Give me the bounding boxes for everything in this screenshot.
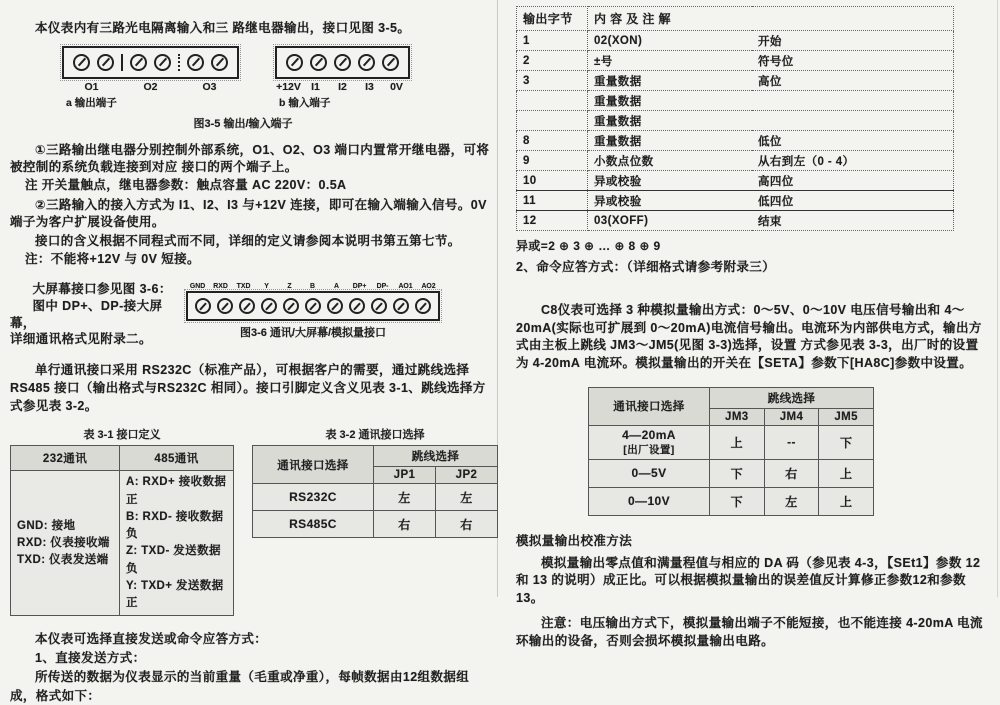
screw-slot xyxy=(362,58,370,67)
terminal-screw-icon xyxy=(261,298,277,314)
terminal-label: 0V xyxy=(390,80,403,93)
output-terminal-labels xyxy=(62,81,239,93)
list-line: RXD: 仪表接收端 xyxy=(17,536,110,549)
screw-slot xyxy=(314,58,322,67)
screw-slot xyxy=(290,58,298,67)
input-terminal-group xyxy=(275,46,410,110)
byte-table-cell: 高位 xyxy=(752,71,954,91)
terminal-screw-icon xyxy=(305,298,321,314)
send-item1: 1、直接发送方式： xyxy=(35,651,146,666)
figure-3-6 xyxy=(10,281,491,348)
byte-table-cell: 低位 xyxy=(752,131,954,151)
screw-slot xyxy=(215,58,223,67)
note-output: ①三路输出继电器分别控制外部系统，O1、O2、O3 端口内置常开继电器，可将被控制的系统负载连接到对应 接口的两个端子上。 xyxy=(10,142,490,174)
comm-terminal-group xyxy=(186,281,440,348)
byte-table-row xyxy=(517,71,954,91)
list-line: Y: TXD+ 发送数据正 xyxy=(126,579,224,610)
screw-slot xyxy=(265,302,273,310)
byte-table-cell xyxy=(752,111,954,131)
list-line: GND: 接地 xyxy=(17,519,76,532)
fig36-line1: 大屏幕接口参见图 3-6： xyxy=(32,282,172,296)
intro-paragraph: 本仪表内有三路光电隔离输入和三 路继电器输出，接口见图 3-5。 xyxy=(35,21,411,35)
jumper-setting-cell: -- xyxy=(764,425,819,459)
t33-row xyxy=(589,487,874,515)
t31-header-232: 232通讯 xyxy=(11,446,120,471)
t33-col-header: 通讯接口选择 xyxy=(589,387,710,425)
terminal-screw-icon xyxy=(283,298,299,314)
comm-terminal-labels xyxy=(186,281,440,290)
input-terminal-labels xyxy=(275,81,410,93)
screw-slot xyxy=(199,302,207,310)
screw-slot xyxy=(243,302,251,310)
screw-slot xyxy=(309,302,317,310)
byte-table-cell: 结束 xyxy=(752,211,954,231)
command-mode-line: 2、命令应答方式：（详细格式请参考附录三） xyxy=(516,260,776,275)
figure-3-6-text xyxy=(10,281,180,348)
jumper-setting-cell: 右 xyxy=(436,511,498,538)
io-notes xyxy=(10,142,491,268)
send-mode-section xyxy=(10,630,491,705)
terminal-label: A xyxy=(333,281,339,290)
screw-slot xyxy=(77,58,85,67)
byte-table-cell: 从右到左（0 - 4） xyxy=(752,151,954,171)
byte-table-cell: 重量数据 xyxy=(588,111,753,131)
screw-slot xyxy=(419,302,427,310)
analog-output-paragraph: C8仪表可选择 3 种模拟量输出方式：0～5V、0～10V 电压信号输出和 4～20mA(实际也可扩展到 0～20mA)电流信号输出。电流环为内部供电方式，输出方式由主板上跳线 JM3～JM5(见图 3-3)选择，设置 方式参见表 3-3，出厂时的设置为 4-20mA 电流环。模拟量输出的开关在【SETA】参数下[HA8C]参数中设置。 xyxy=(516,302,982,371)
byte-table-cell: 重量数据 xyxy=(588,91,753,111)
screw-slot xyxy=(397,302,405,310)
terminal-label: DP+ xyxy=(352,281,367,290)
byte-table-row xyxy=(517,151,954,171)
byte-table-cell: 3 xyxy=(517,71,588,91)
fig36-line3: 详细通讯格式见附录二。 xyxy=(10,332,152,347)
t32-sub-jp1: JP1 xyxy=(374,467,436,484)
screw-slot xyxy=(101,58,109,67)
t32-group-header: 跳线选择 xyxy=(374,446,498,467)
terminal-label: Y xyxy=(264,281,270,290)
terminal-screw-icon xyxy=(371,298,387,314)
terminal-screw-icon xyxy=(358,54,375,71)
t31-485-cell xyxy=(120,471,234,616)
screw-slot xyxy=(158,58,166,67)
output-terminal-sublabel: a 输出端子 xyxy=(66,96,117,109)
comm-terminal-block xyxy=(186,291,440,321)
terminal-screw-icon xyxy=(239,298,255,314)
t33-group-header: 跳线选择 xyxy=(710,387,874,408)
byte-table-cell: ±号 xyxy=(588,51,753,71)
left-column xyxy=(0,0,497,705)
terminal-label: Z xyxy=(287,281,293,290)
t32-row xyxy=(253,511,498,538)
terminal-label: I2 xyxy=(338,80,347,93)
screw-slot xyxy=(338,58,346,67)
byte-table-cell: 异或校验 xyxy=(588,191,753,211)
terminal-separator xyxy=(178,54,180,71)
xor-formula: 异或=2 ⊕ 3 ⊕ … ⊕ 8 ⊕ 9 xyxy=(516,239,661,253)
jumper-setting-cell: 上 xyxy=(819,487,874,515)
terminal-label: B xyxy=(310,281,316,290)
terminal-label: O3 xyxy=(202,80,217,93)
terminal-label: AO2 xyxy=(421,281,436,290)
byte-table-cell xyxy=(752,91,954,111)
list-line: A: RXD+ 接收数据正 xyxy=(126,476,227,506)
byte-table-row xyxy=(517,131,954,151)
list-line: Z: TXD- 发送数据负 xyxy=(126,545,221,575)
note-input: ②三路输入的接入方式为 I1、I2、I3 与+12V 连接，即可在输入端输入信号。0V 端子为客户扩展设备使用。 xyxy=(10,198,487,229)
byte-table-cell: 小数点位数 xyxy=(588,151,753,171)
send-body: 所传送的数据为仪表显示的当前重量（毛重或净重），每帧数据由12组数据组成，格式如下： xyxy=(10,669,470,703)
terminal-screw-icon xyxy=(130,54,147,71)
jumper-row-label: 4—20mA [出厂设置] xyxy=(589,425,710,459)
t31-232-cell xyxy=(11,471,120,616)
t33-row xyxy=(589,459,874,487)
byte-table-cell: 11 xyxy=(517,191,588,211)
terminal-label: O2 xyxy=(143,80,158,93)
terminal-screw-icon xyxy=(286,54,303,71)
bytes-header-byte: 输出字节 xyxy=(517,7,588,31)
table-3-1-container xyxy=(10,416,234,616)
t32-sub-jp2: JP2 xyxy=(436,467,498,484)
jumper-row-sublabel: [出厂设置] xyxy=(623,443,675,456)
t33-row xyxy=(589,425,874,459)
terminal-screw-icon xyxy=(211,54,228,71)
table-3-3 xyxy=(588,387,874,516)
t32-col-header: 通讯接口选择 xyxy=(253,446,374,484)
list-line: B: RXD- 接收数据负 xyxy=(126,510,224,541)
jumper-row-label: 0—5V xyxy=(589,459,710,487)
serial-paragraph: 单行通讯接口采用 RS232C（标准产品），可根据客户的需要，通过跳线选择 RS485 接口（输出格式与RS232C 相同）。接口引脚定义含义见表 3-1、跳线选择方式参见表 3-2。 xyxy=(10,363,486,414)
terminal-label: GND xyxy=(189,281,206,290)
t31-body-row xyxy=(11,471,234,616)
terminal-screw-icon xyxy=(154,54,171,71)
byte-table-cell: 1 xyxy=(517,31,588,51)
terminal-label: I1 xyxy=(311,80,320,93)
jumper-setting-cell: 下 xyxy=(819,425,874,459)
byte-table-cell: 符号位 xyxy=(752,51,954,71)
calibration-paragraph: 模拟量输出零点值和满量程值与相应的 DA 码（参见表 4-3，【SEt1】参数 12 和 13 的说明）成正比。可以根据模拟量输出的误差值反计算修正参数12和参数13。 xyxy=(516,555,981,606)
terminal-screw-icon xyxy=(334,54,351,71)
terminal-label: TXD xyxy=(236,281,251,290)
byte-table-cell: 10 xyxy=(517,171,588,191)
byte-table-cell: 9 xyxy=(517,151,588,171)
byte-table-row xyxy=(517,211,954,231)
terminal-label: I3 xyxy=(365,80,374,93)
terminal-screw-icon xyxy=(195,298,211,314)
byte-table-cell: 12 xyxy=(517,211,588,231)
byte-table-cell: 开始 xyxy=(752,31,954,51)
terminal-label: DP- xyxy=(376,281,389,290)
terminal-screw-icon xyxy=(73,54,90,71)
screw-slot xyxy=(287,302,295,310)
jumper-setting-cell: 下 xyxy=(710,459,765,487)
screw-slot xyxy=(221,302,229,310)
byte-table-cell: 2 xyxy=(517,51,588,71)
table-3-2-caption: 表 3-2 通讯接口选择 xyxy=(325,429,425,442)
jumper-setting-cell: 上 xyxy=(710,425,765,459)
calibration-note: 注意：电压输出方式下，模拟量输出端子不能短接，也不能连接 4-20mA 电流环输出的设备，否则会损坏模拟量输出电路。 xyxy=(516,615,983,648)
output-terminal-block xyxy=(62,46,239,79)
t33-sub-jm4: JM4 xyxy=(764,408,819,425)
screw-slot xyxy=(331,302,339,310)
screw-slot xyxy=(386,58,394,67)
table-3-1 xyxy=(10,445,234,616)
byte-table-row xyxy=(517,111,954,131)
t32-row xyxy=(253,484,498,511)
byte-table-row xyxy=(517,191,954,211)
byte-table-cell xyxy=(517,111,588,131)
figure-3-5 xyxy=(10,46,491,131)
byte-table-cell: 02(XON) xyxy=(588,31,753,51)
jumper-setting-cell: 左 xyxy=(436,484,498,511)
screw-slot xyxy=(375,302,383,310)
right-column xyxy=(498,0,998,650)
byte-table-cell: 低四位 xyxy=(752,191,954,211)
table-3-1-caption: 表 3-1 接口定义 xyxy=(83,429,161,442)
jumper-setting-cell: 右 xyxy=(374,511,436,538)
jumper-setting-cell: 左 xyxy=(764,487,819,515)
byte-table-cell: 8 xyxy=(517,131,588,151)
byte-table-cell: 重量数据 xyxy=(588,131,753,151)
t33-sub-jm5: JM5 xyxy=(819,408,874,425)
jumper-row-label: RS485C xyxy=(253,511,374,538)
fig36-line2: 图中 DP+、DP-接大屏幕， xyxy=(10,298,163,330)
terminal-screw-icon xyxy=(393,298,409,314)
jumper-setting-cell: 右 xyxy=(764,459,819,487)
note-no-short: 注：不能将+12V 与 0V 短接。 xyxy=(25,252,200,267)
terminal-label: AO1 xyxy=(398,281,413,290)
jumper-setting-cell: 左 xyxy=(374,484,436,511)
calibration-heading: 模拟量输出校准方法 xyxy=(516,533,633,548)
jumper-row-label: 0—10V xyxy=(589,487,710,515)
byte-table-row xyxy=(517,51,954,71)
terminal-screw-icon xyxy=(327,298,343,314)
tables-row xyxy=(10,416,491,616)
figure-3-6-caption: 图3-6 通讯/大屏幕/模拟量接口 xyxy=(239,327,387,339)
output-terminal-group xyxy=(62,46,239,110)
input-terminal-block xyxy=(275,46,410,79)
note-pin-meaning: 接口的含义根据不同程式而不同，详细的定义请参阅本说明书第五第七节。 xyxy=(35,233,461,248)
byte-table-cell xyxy=(517,91,588,111)
jumper-row-label: RS232C xyxy=(253,484,374,511)
terminal-screw-icon xyxy=(187,54,204,71)
t33-sub-jm3: JM3 xyxy=(710,408,765,425)
jumper-setting-cell: 上 xyxy=(819,459,874,487)
jumper-setting-cell: 下 xyxy=(710,487,765,515)
list-line: TXD: 仪表发送端 xyxy=(17,554,109,566)
terminal-label: O1 xyxy=(84,80,99,93)
terminal-screw-icon xyxy=(217,298,233,314)
byte-table-cell: 重量数据 xyxy=(588,71,753,91)
send-intro: 本仪表可选择直接发送或命令应答方式： xyxy=(35,632,268,647)
figure-3-5-caption: 图3-5 输出/输入端子 xyxy=(193,117,293,130)
terminal-screw-icon xyxy=(415,298,431,314)
terminal-label: +12V xyxy=(276,80,301,93)
terminal-screw-icon xyxy=(310,54,327,71)
byte-table-row xyxy=(517,31,954,51)
terminal-screw-icon xyxy=(97,54,114,71)
terminal-screw-icon xyxy=(382,54,399,71)
input-terminal-sublabel: b 输入端子 xyxy=(279,96,331,109)
byte-table-cell: 03(XOFF) xyxy=(588,211,753,231)
byte-table-cell: 异或校验 xyxy=(588,171,753,191)
bytes-header-content: 内 容 及 注 解 xyxy=(588,7,954,31)
byte-format-table xyxy=(516,6,954,231)
terminal-label: RXD xyxy=(213,281,228,290)
byte-table-cell: 高四位 xyxy=(752,171,954,191)
terminal-screw-icon xyxy=(349,298,365,314)
table-3-2 xyxy=(252,445,498,538)
terminal-separator xyxy=(121,54,123,71)
screw-slot xyxy=(191,58,199,67)
t31-header-485: 485通讯 xyxy=(120,446,234,471)
table-3-2-container xyxy=(252,416,498,616)
byte-table-row xyxy=(517,91,954,111)
screw-slot xyxy=(134,58,142,67)
screw-slot xyxy=(353,302,361,310)
note-relay-rating: 注 开关量触点，继电器参数：触点容量 AC 220V：0.5A xyxy=(25,178,347,193)
byte-table-row xyxy=(517,171,954,191)
